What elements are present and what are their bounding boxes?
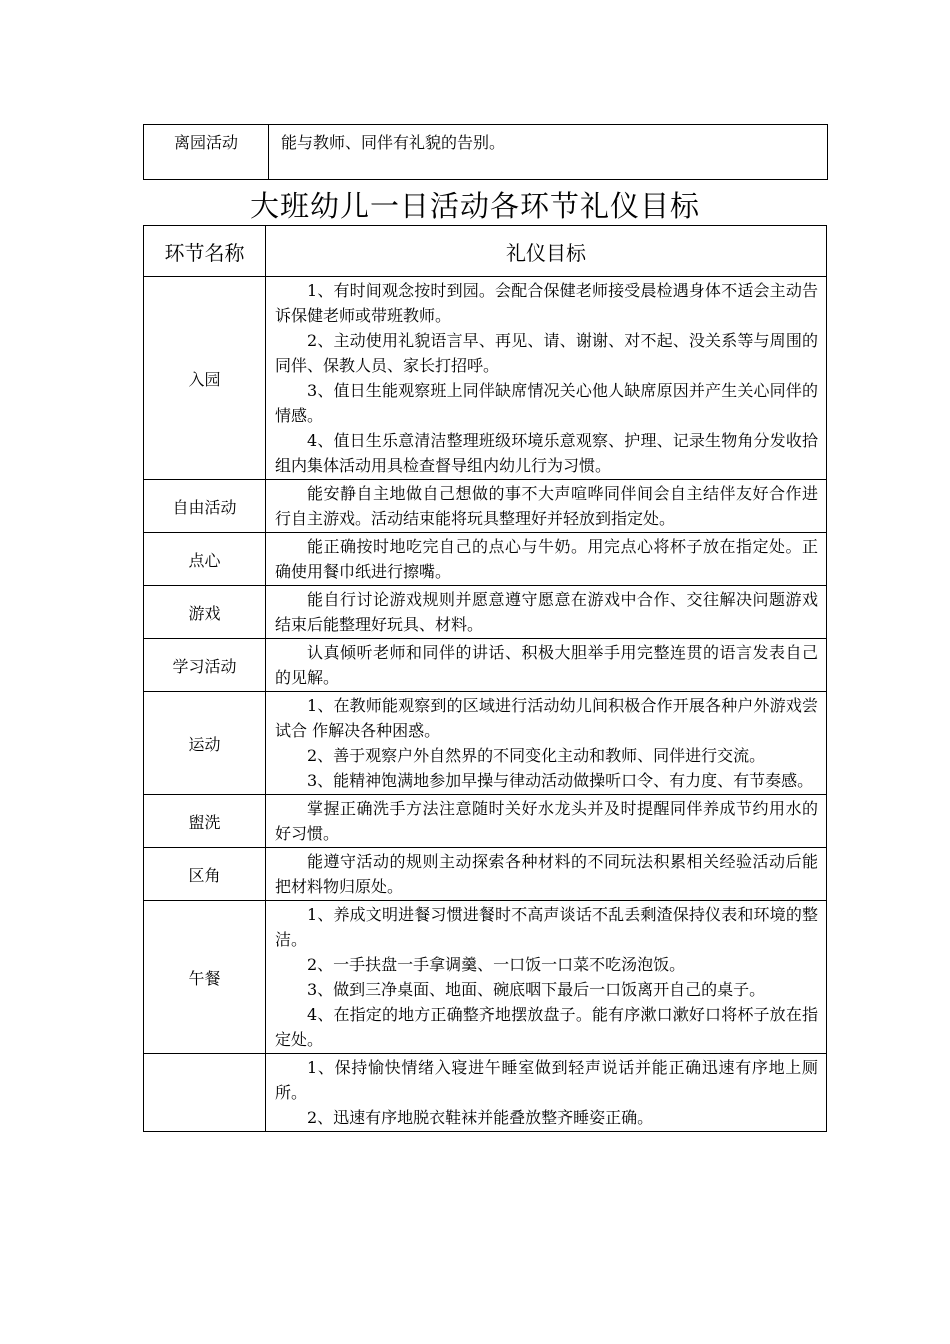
table-row <box>144 692 827 795</box>
table-row <box>144 848 827 901</box>
goal-paragraph: 2、迅速有序地脱衣鞋袜并能叠放整齐睡姿正确。 <box>307 1108 654 1127</box>
stage-name-cell: 入园 <box>144 277 266 480</box>
goal-paragraph: 能正确按时地吃完自己的点心与牛奶。用完点心将杯子放在指定处。正确使用餐巾纸进行擦嘴。 <box>275 537 818 581</box>
stage-name-cell <box>144 1054 266 1132</box>
stage-name-cell: 点心 <box>144 533 266 586</box>
header-etiquette-goal: 礼仪目标 <box>266 226 827 277</box>
etiquette-goals-table <box>143 225 827 1132</box>
etiquette-goal-cell <box>266 848 827 901</box>
goal-paragraph: 3、值日生能观察班上同伴缺席情况关心他人缺席原因并产生关心同伴的情感。 <box>275 381 818 425</box>
table-row <box>144 901 827 1054</box>
previous-table-tail <box>143 124 828 180</box>
etiquette-goal-cell: 能与教师、同伴有礼貌的告别。 <box>269 125 828 180</box>
etiquette-goal-cell <box>266 692 827 795</box>
goal-paragraph: 1、保持愉快情绪入寝进午睡室做到轻声说话并能正确迅速有序地上厕所。 <box>275 1058 818 1102</box>
etiquette-goal-cell <box>266 277 827 480</box>
goal-paragraph: 2、善于观察户外自然界的不同变化主动和教师、同伴进行交流。 <box>307 746 766 765</box>
stage-name-cell: 自由活动 <box>144 480 266 533</box>
etiquette-goal-cell <box>266 795 827 848</box>
table-row <box>144 1054 827 1132</box>
goal-paragraph: 4、在指定的地方正确整齐地摆放盘子。能有序漱口漱好口将杯子放在指定处。 <box>275 1005 818 1049</box>
etiquette-goal-cell <box>266 480 827 533</box>
goal-paragraph: 3、做到三净桌面、地面、碗底咽下最后一口饭离开自己的桌子。 <box>307 980 766 999</box>
goal-paragraph: 能遵守活动的规则主动探索各种材料的不同玩法积累相关经验活动后能把材料物归原处。 <box>275 852 818 896</box>
table-row <box>144 586 827 639</box>
goal-paragraph: 4、值日生乐意清洁整理班级环境乐意观察、护理、记录生物角分发收拾组内集体活动用具检查督导组内幼儿行为习惯。 <box>275 431 818 475</box>
table-row <box>144 125 828 180</box>
goal-paragraph: 3、能精神饱满地参加早操与律动活动做操听口令、有力度、有节奏感。 <box>307 771 814 790</box>
stage-name-cell: 区角 <box>144 848 266 901</box>
table-row <box>144 639 827 692</box>
stage-name-cell: 午餐 <box>144 901 266 1054</box>
stage-name-cell: 学习活动 <box>144 639 266 692</box>
table-row <box>144 533 827 586</box>
etiquette-goal-cell <box>266 586 827 639</box>
goal-paragraph: 1、有时间观念按时到园。会配合保健老师接受晨检遇身体不适会主动告诉保健老师或带班教师。 <box>275 281 818 325</box>
table-header-row <box>144 226 827 277</box>
table-row <box>144 277 827 480</box>
etiquette-goal-cell <box>266 1054 827 1132</box>
stage-name-cell: 盥洗 <box>144 795 266 848</box>
table-row <box>144 795 827 848</box>
stage-name-cell: 离园活动 <box>144 125 269 180</box>
goal-paragraph: 1、养成文明进餐习惯进餐时不高声谈话不乱丢剩渣保持仪表和环境的整洁。 <box>275 905 818 949</box>
goal-paragraph: 1、在教师能观察到的区域进行活动幼儿间积极合作开展各种户外游戏尝试合 作解决各种困惑。 <box>275 696 818 740</box>
goal-paragraph: 2、一手扶盘一手拿调羹、一口饭一口菜不吃汤泡饭。 <box>307 955 686 974</box>
header-stage-name: 环节名称 <box>144 226 266 277</box>
goal-paragraph: 2、主动使用礼貌语言早、再见、请、谢谢、对不起、没关系等与周围的同伴、保教人员、家长打招呼。 <box>275 331 818 375</box>
etiquette-goal-cell <box>266 533 827 586</box>
etiquette-goal-cell <box>266 901 827 1054</box>
goal-paragraph: 掌握正确洗手方法注意随时关好水龙头并及时提醒同伴养成节约用水的好习惯。 <box>275 799 818 843</box>
goal-paragraph: 认真倾听老师和同伴的讲话、积极大胆举手用完整连贯的语言发表自己的见解。 <box>275 643 818 687</box>
goal-paragraph: 能自行讨论游戏规则并愿意遵守愿意在游戏中合作、交往解决问题游戏结束后能整理好玩具、材料。 <box>275 590 818 634</box>
page-title: 大班幼儿一日活动各环节礼仪目标 <box>249 189 700 223</box>
etiquette-goal-cell <box>266 639 827 692</box>
stage-name-cell: 游戏 <box>144 586 266 639</box>
table-row <box>144 480 827 533</box>
goal-paragraph: 能安静自主地做自己想做的事不大声喧哗同伴间会自主结伴友好合作进行自主游戏。活动结束能将玩具整理好并轻放到指定处。 <box>275 484 818 528</box>
stage-name-cell: 运动 <box>144 692 266 795</box>
